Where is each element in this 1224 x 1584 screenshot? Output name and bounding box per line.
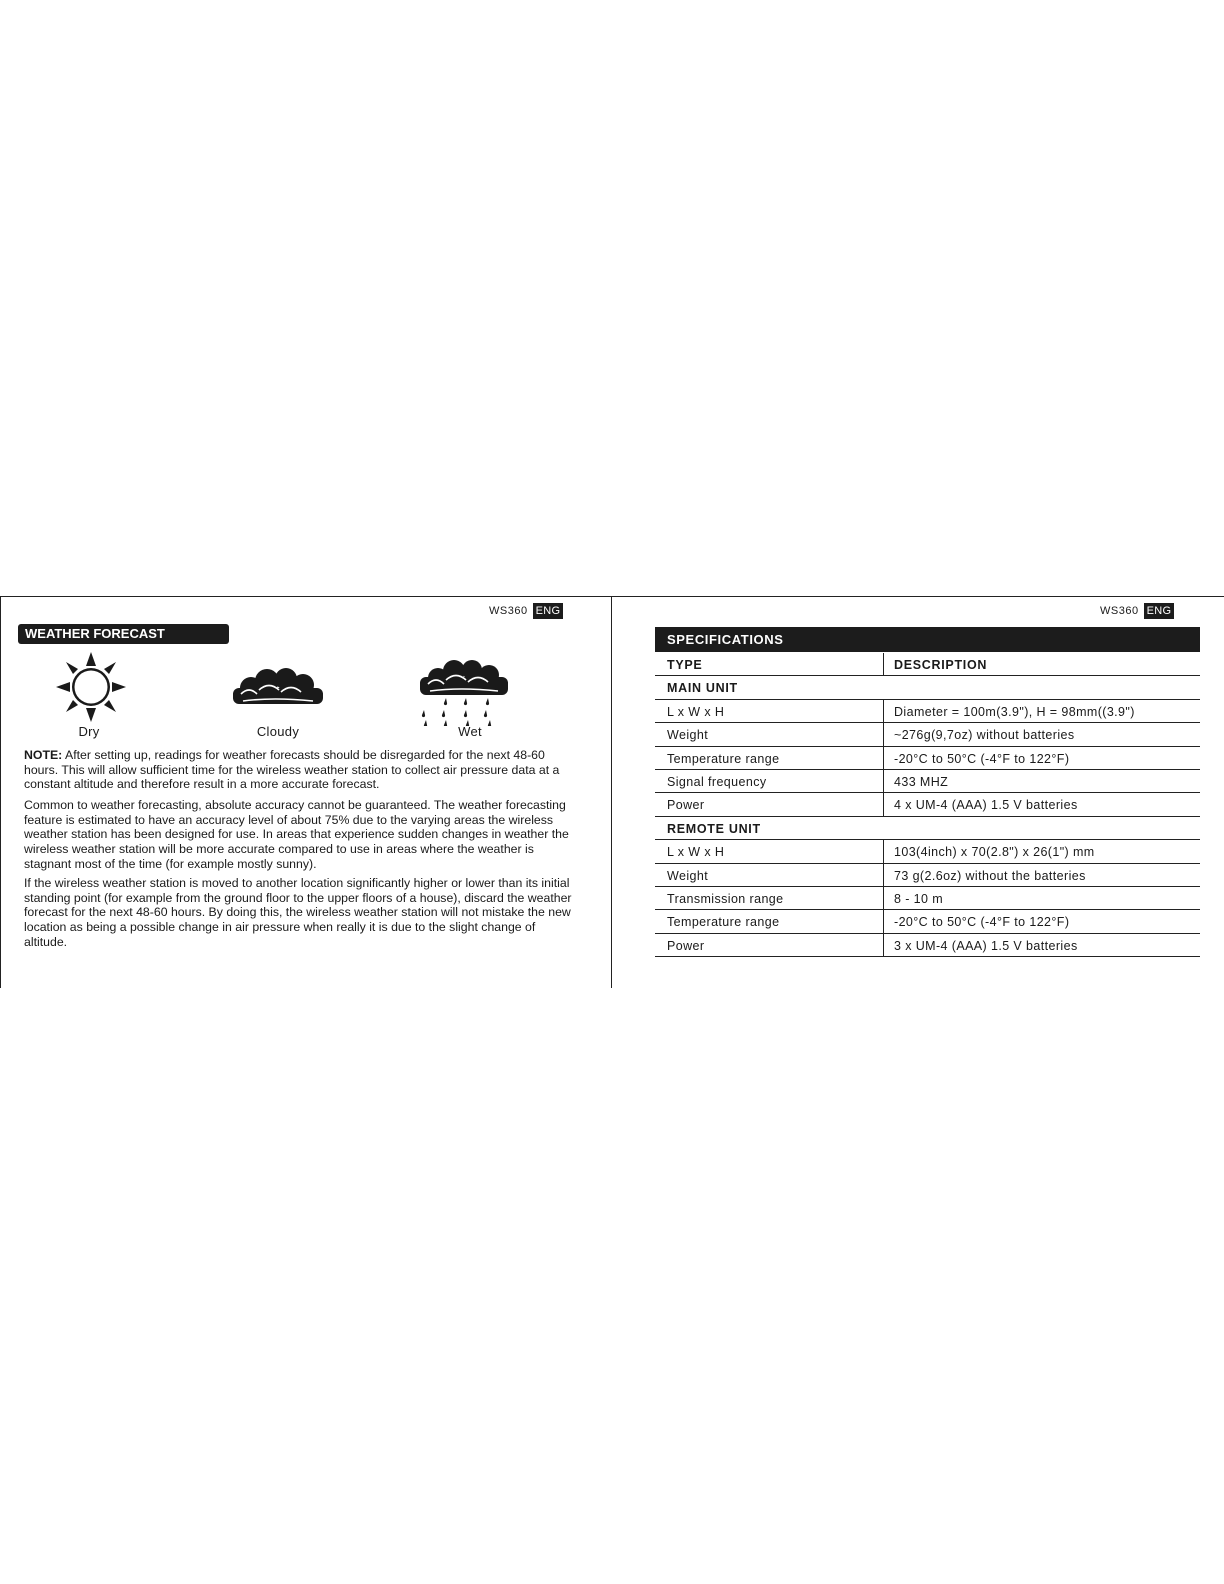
- table-row: [655, 840, 1200, 863]
- table-row: [655, 934, 1200, 957]
- remote-unit-label: REMOTE UNIT: [667, 821, 761, 836]
- spec-description: 433 MHZ: [894, 774, 949, 789]
- column-divider: [883, 864, 884, 886]
- language-badge: ENG: [533, 603, 564, 619]
- spec-type: Weight: [667, 868, 709, 883]
- sun-icon: [54, 650, 128, 724]
- wet-label: Wet: [458, 724, 482, 739]
- column-divider: [883, 793, 884, 815]
- column-header-description: DESCRIPTION: [894, 658, 988, 672]
- page-top-border: [0, 596, 1224, 597]
- column-divider: [883, 770, 884, 792]
- column-divider: [883, 840, 884, 862]
- model-code: WS360: [489, 605, 528, 617]
- language-badge: ENG: [1144, 603, 1175, 619]
- spec-description: ~276g(9,7oz) without batteries: [894, 728, 1075, 743]
- column-divider: [883, 723, 884, 745]
- spec-description: 8 - 10 m: [894, 891, 944, 906]
- table-row: [655, 747, 1200, 770]
- spec-type: L x W x H: [667, 845, 725, 860]
- column-divider: [883, 910, 884, 932]
- spec-description: 4 x UM-4 (AAA) 1.5 V batteries: [894, 798, 1078, 813]
- cloud-icon: [231, 668, 325, 712]
- model-code: WS360: [1100, 605, 1139, 617]
- dry-label: Dry: [78, 724, 100, 739]
- spec-type: Transmission range: [667, 891, 784, 906]
- table-row: [655, 700, 1200, 723]
- column-divider: [883, 700, 884, 722]
- rain-cloud-icon: [416, 660, 512, 726]
- table-row: [655, 770, 1200, 793]
- table-header-row: [655, 653, 1200, 676]
- column-header-type: TYPE: [667, 658, 703, 672]
- section-row-main-unit: [655, 676, 1200, 699]
- page-divider: [611, 596, 612, 988]
- column-divider: [883, 887, 884, 909]
- cloudy-label: Cloudy: [256, 724, 300, 739]
- column-divider: [883, 653, 884, 675]
- left-page-header: [489, 602, 563, 620]
- page-left-border: [0, 596, 1, 988]
- weather-forecast-title: WEATHER FORECAST: [18, 624, 229, 644]
- note-text: After setting up, readings for weather forecasts should be disregarded for the next 48-60 hours. This will allow sufficient time for the wireless weather station to collect air pressure data at a constant altitude and therefore result in a more accurate forecast.: [24, 748, 560, 792]
- note-paragraph: [24, 748, 574, 792]
- spec-description: -20°C to 50°C (-4°F to 122°F): [894, 915, 1070, 930]
- table-row: [655, 723, 1200, 746]
- spec-type: Temperature range: [667, 751, 780, 766]
- note-label: NOTE:: [24, 748, 63, 762]
- spec-description: -20°C to 50°C (-4°F to 122°F): [894, 751, 1070, 766]
- spec-type: Power: [667, 938, 705, 953]
- column-divider: [883, 747, 884, 769]
- specifications-title: SPECIFICATIONS: [655, 627, 1200, 652]
- specifications-table: [655, 653, 1200, 957]
- relocation-paragraph: If the wireless weather station is moved to another location significantly higher or lower than its initial standing point (for example from the ground floor to the upper floors of a house), discard the weather forecast for the next 48-60 hours. By doing this, the wireless weather station will not mistake the new location as being a possible change in air pressure when really it is due to the slight change of altitude.: [24, 876, 572, 949]
- spec-type: L x W x H: [667, 704, 725, 719]
- table-row: [655, 910, 1200, 933]
- table-row: [655, 793, 1200, 816]
- spec-type: Power: [667, 798, 705, 813]
- main-unit-label: MAIN UNIT: [667, 681, 738, 696]
- section-row-remote-unit: [655, 817, 1200, 840]
- spec-description: 103(4inch) x 70(2.8") x 26(1") mm: [894, 845, 1095, 860]
- accuracy-paragraph: Common to weather forecasting, absolute accuracy cannot be guaranteed. The weather forecasting feature is estimated to have an accuracy level of about 75% due to the varying areas the wireless weather station has been designed for use. In areas that experience sudden changes in weather the wireless weather station will be more accurate compared to use in areas where the weather is stagnant most of the time (for example mostly sunny).: [24, 798, 569, 871]
- spec-type: Signal frequency: [667, 774, 767, 789]
- table-row: [655, 864, 1200, 887]
- spec-description: Diameter = 100m(3.9"), H = 98mm((3.9"): [894, 704, 1135, 719]
- table-row: [655, 887, 1200, 910]
- spec-type: Temperature range: [667, 915, 780, 930]
- right-page-header: [1100, 602, 1174, 620]
- spec-type: Weight: [667, 728, 709, 743]
- column-divider: [883, 934, 884, 956]
- spec-description: 73 g(2.6oz) without the batteries: [894, 868, 1086, 883]
- spec-description: 3 x UM-4 (AAA) 1.5 V batteries: [894, 938, 1078, 953]
